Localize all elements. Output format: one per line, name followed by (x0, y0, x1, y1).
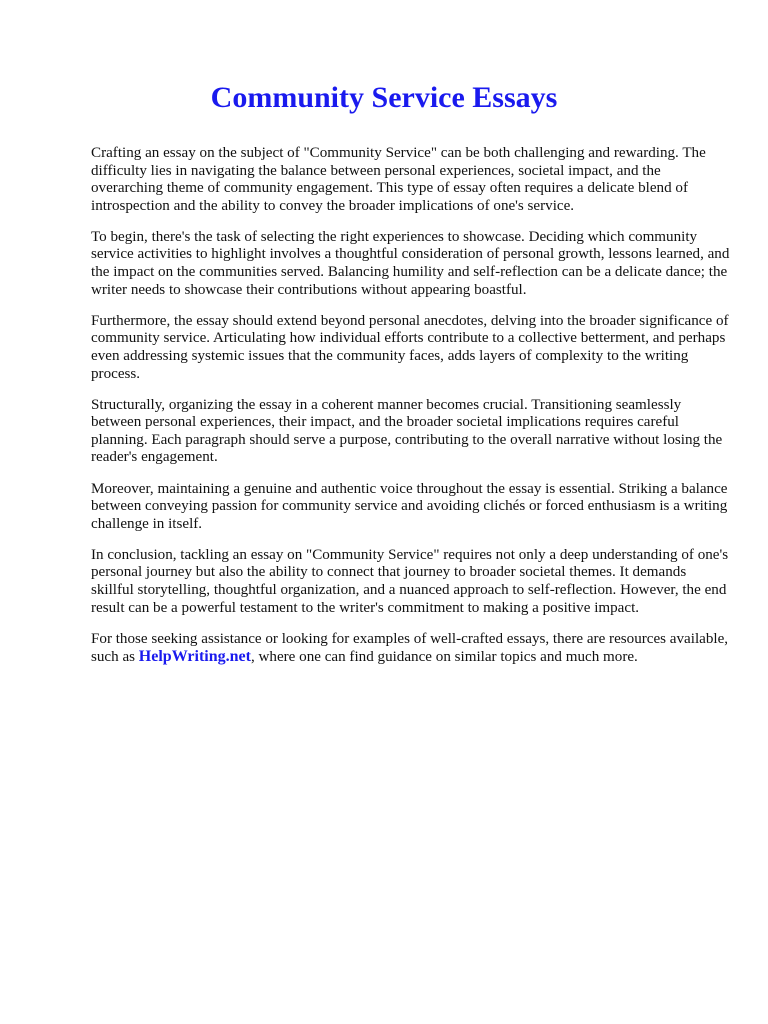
helpwriting-link[interactable]: HelpWriting.net (138, 648, 251, 666)
closing-text-before-link: For those seeking assistance or looking for examples of well-crafted essays, there are resources available, such as (91, 630, 729, 666)
document-body (91, 145, 731, 680)
paragraph-intro: Crafting an essay on the subject of "Community Service" can be both challenging and rewarding. The difficulty lies in navigating the balance between personal experiences, societal impact, and the overarching theme of community engagement. This type of essay often requires a delicate blend of introspection and the ability to convey the broader implications of one's service. (91, 145, 706, 214)
page-title: Community Service Essays (210, 81, 558, 114)
paragraph-authentic-voice: Moreover, maintaining a genuine and authentic voice throughout the essay is essential. Striking a balance between conveying passion for community service and avoiding clichés or forced enthusiasm is a writing challenge in itself. (91, 480, 728, 532)
paragraph-broader-significance: Furthermore, the essay should extend beyond personal anecdotes, delving into the broader significance of community service. Articulating how individual efforts contribute to a collective betterment, and perhaps even addressing systemic issues that the community faces, adds layers of complexity to the writing process. (91, 312, 729, 382)
paragraph-closing (91, 631, 731, 667)
paragraph-selecting-experiences: To begin, there's the task of selecting the right experiences to showcase. Deciding which community service activities to highlight involves a thoughtful consideration of personal growth, lessons learned, and the impact on the communities served. Balancing humility and self-reflection can be a delicate dance; the writer needs to showcase their contributions without appearing boastful. (91, 228, 730, 298)
closing-text-after-link: , where one can find guidance on similar topics and much more. (250, 649, 638, 666)
paragraph-conclusion: In conclusion, tackling an essay on "Community Service" requires not only a deep understanding of one's personal journey but also the ability to connect that journey to broader societal themes. It demands skillful storytelling, thoughtful organization, and a nuanced approach to self-reflection. However, the end result can be a powerful testament to the writer's commitment to making a positive impact. (91, 546, 729, 616)
paragraph-structure: Structurally, organizing the essay in a coherent manner becomes crucial. Transitioning seamlessly between personal experiences, their impact, and the broader societal implications requires careful planning. Each paragraph should serve a purpose, contributing to the overall narrative without losing the reader's engagement. (91, 396, 723, 466)
